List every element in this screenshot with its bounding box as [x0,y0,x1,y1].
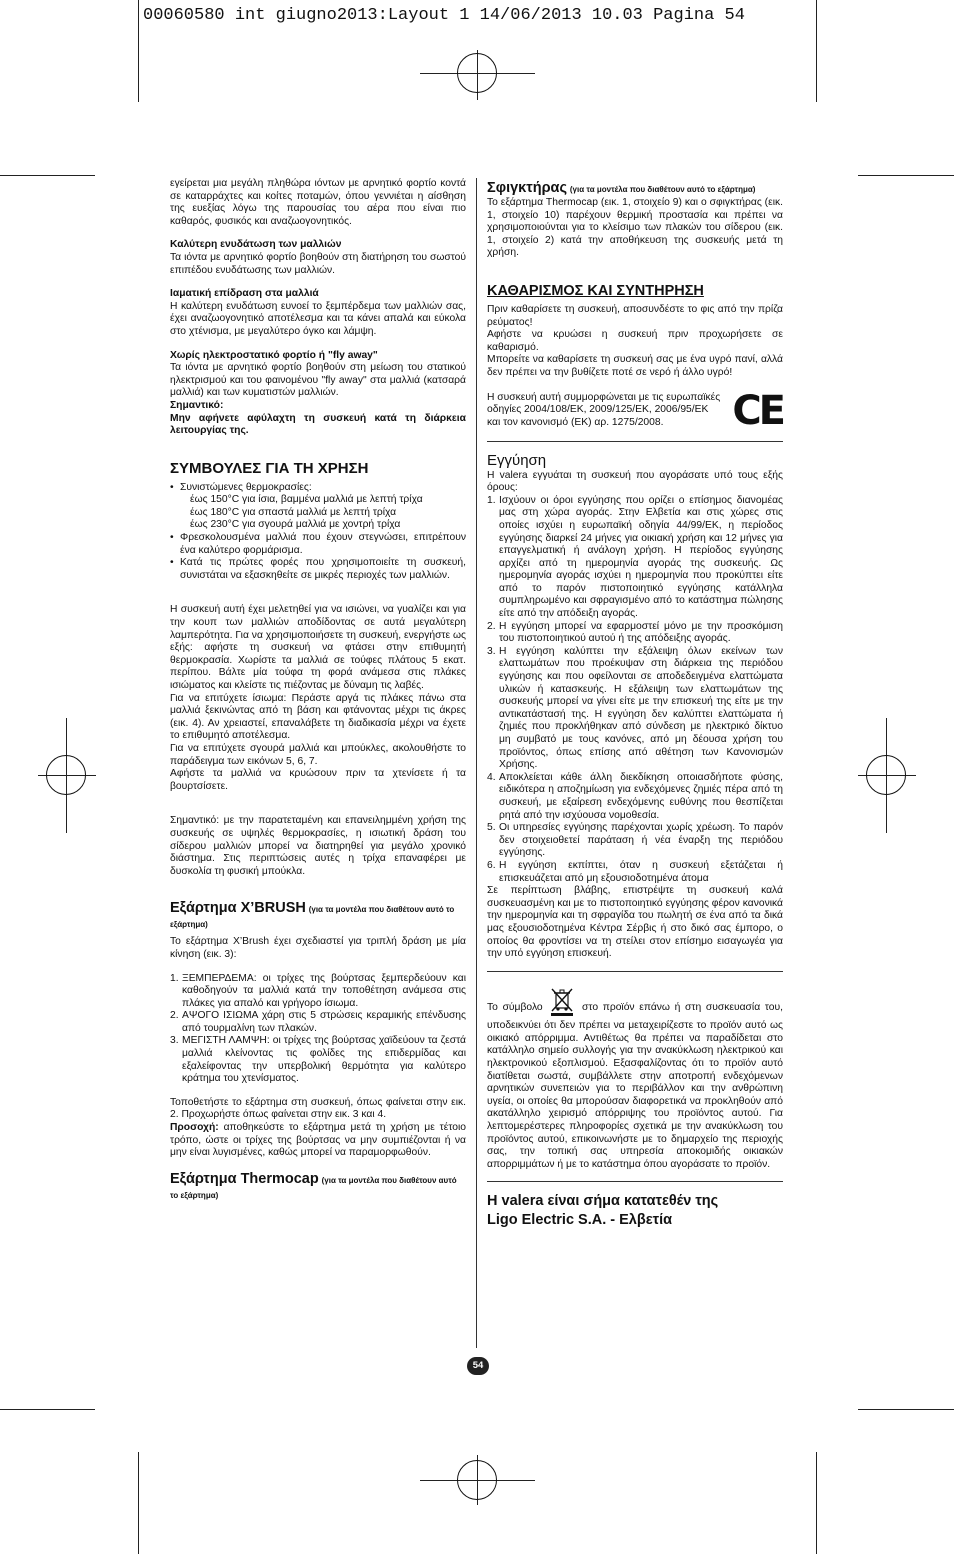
print-header: 00060580 int giugno2013:Layout 1 14/06/2013 10.03 Pagina 54 [143,6,745,25]
paragraph: Αφήστε να κρυώσει η συσκευή πριν προχωρήσετε σε καθαρισμό. [487,329,783,353]
paragraph: Το εξάρτημα X’Brush έχει σχεδιαστεί για τριπλή δράση με μία κίνηση (εικ. 3): [170,936,466,960]
paragraph: Σε περίπτωση βλάβης, επιστρέψτε τη συσκευή καλά συσκευασμένη και με το πιστοποιητικό εγγύησης φέρον κανονικά την ημερομηνία και τη σφραγίδα του πωλητή σε ένα από τα δικά μας εξουσιοδοτημένα Κέντρα Σέρβις ή στο δικό σας έμπορο, ο οποίος θα φροντίσει να τη στείλει στον επίσημο εισαγωγέα για την υπό εγγύηση επισκευή. [487,885,783,960]
clamp-heading [487,180,783,197]
paragraph: Η συσκευή αυτή έχει μελετηθεί για να ισιώνει, να γυαλίζει και για την κουπ των μαλλιών αποδίδοντας σε αυτά μεγαλύτερη λαμπερότητα. Για να χρησιμοποιήσετε τη συσκευή, ενεργήστε ως εξής: αφήστε τη συσκευή να φτάσει στην επιθυμητή θερμοκρασία. Χωρίστε τα μαλλιά σε τούφες πλάτους 5 εκατ. περίπου. Βάλτε μία τούφα τη φορά ανάμεσα στις πλάκες ισιώματος και κλείστε τις πιέζοντας με δύναμη τις λαβές. [170,604,466,691]
column-divider [476,178,477,1348]
clamp-title: Σφιγκτήρας [487,180,568,196]
ce-text: Η συσκευή αυτή συμμορφώνεται με τις ευρωπαϊκές οδηγίες 2004/108/ΕΚ, 2009/125/ΕΚ, 2006/95/ΕΚ και τον κανονισμό (ΕΚ) αρ. 1275/2008. [487,391,721,428]
crop-mark [816,0,817,102]
weee-prefix: Το σύμβολο [487,1001,543,1013]
paragraph: Πριν καθαρίσετε τη συσκευή, αποσυνδέστε το φις από την πρίζα ρεύματος! [487,303,783,328]
trademark-line-2: Ligo Electric S.A. - Ελβετία [487,1212,673,1229]
tips-list [170,482,466,583]
list-item-text: Αποκλείεται κάθε άλλη διεκδίκηση οποιασδήποτε φύσης, ειδικότερα η αποζημίωση για ενδεχόμενες ζημιές πέρα από τη συσκευή, με εξαίρεση ενδεχόμενης ευθύνης που θεσπίζεται ρητά από την ισχύουσα νομοθεσία. [499,771,783,821]
list-item: • Φρεσκολουσμένα μαλλιά που έχουν στεγνώσει, επιτρέπουν ένα καλύτερο φορμάρισμα. [170,532,466,557]
ce-mark-icon: CE [732,387,783,434]
section-heading: Χωρίς ηλεκτροστατικό φορτίο ή "fly away" [170,349,378,361]
list-item-text: ΞΕΜΠΕΡΔΕΜΑ: οι τρίχες της βούρτσας ξεμπερδεύουν και καθοδηγούν τα μαλλιά κατά την τοποθέτηση ανάμεσα στις πλάκες για απαλό και γρήγορο ίσιωμα. [182,972,466,1009]
crop-mark [0,1409,95,1410]
list-item: 5. Οι υπηρεσίες εγγύησης παρέχονται χωρίς χρέωση. Το παρόν δεν στοιχειοθετεί παράταση ή νέα έναρξη της περιόδου εγγύησης. [487,822,783,859]
warranty-list [487,495,783,885]
brush-title: Εξάρτημα X’BRUSH [170,900,306,917]
thermocap-note: (για τα μοντέλα που διαθέτουν αυτό το εξάρτημα) [170,1175,457,1200]
divider [487,971,783,972]
list-item: 1. Ισχύουν οι όροι εγγύησης που ορίζει ο επίσημος διανομέας μας στη χώρα αγοράς. Στην Ελβετία και στις χώρες στις οποίες ισχύει η ευρωπαϊκή οδηγία 44/99/ΕΚ, η περίοδος εγγύησης διαρκεί 24 μήνες για οικιακή χρήση και 12 μήνες για επαγγελματική ή ανάλογη χρήση. Η περίοδος εγγύησης αρχίζει από τη ημερομηνία αγοράς της συσκευής. Ως ημερομηνία αγοράς ισχύει η ημερομηνία που προκύπτει είτε από το παρόν πιστοποιητικό εγγύησης κατάλληλα συμπληρωμένο και σφραγισμένο από το κατάστημα πώλησης είτε από την απόδειξη αγοράς. [487,494,783,620]
paragraph: Τα ιόντα με αρνητικό φορτίο βοηθούν στη διατήρηση του σωστού επιπέδου ενυδάτωσης των μαλλιών. [170,251,466,276]
list-item: 2. Η εγγύηση μπορεί να εφαρμοστεί μόνο με την προσκόμιση του πιστοποιητικού αυτού ή της απόδειξης αγοράς. [487,620,783,645]
section-heading: Ιαματική επίδραση στα μαλλιά [170,288,319,300]
tips-heading: ΣΥΜΒΟΥΛΕΣ ΓΙΑ ΤΗ ΧΡΗΣΗ [170,459,369,477]
warranty-heading: Εγγύηση [487,451,547,469]
trademark-line-1: Η valera είναι σήμα κατατεθέν της [487,1193,719,1210]
temperature-line: έως 150°C για ίσια, βαμμένα μαλλιά με λεπτή τρίχα [190,494,423,506]
section-heading: Καλύτερη ενυδάτωση των μαλλιών [170,239,342,251]
crop-mark [858,1409,954,1410]
brush-note: (για τα μοντέλα που διαθέτουν αυτό το εξάρτημα) [170,905,455,930]
crop-mark [816,1452,817,1554]
list-item: 4. Αποκλείεται κάθε άλλη διεκδίκηση οποιασδήποτε φύσης, ειδικότερα η αποζημίωση για ενδεχόμενες ζημιές πέρα από τη συσκευή, με εξαίρεση ενδεχόμενης ευθύνης που θεσπίζεται ρητά από την ισχύουσα νομοθεσία. [487,771,783,821]
right-column [487,180,783,1230]
list-item: 3. Η εγγύηση καλύπτει την εξάλειψη όλων εκείνων των ελαττωμάτων που προέκυψαν στη διάρκεια της περιόδου εγγύησης και που οφείλονται σε αποδεδειγμένα ελαττώματα υλικών ή κατασκευής. Η εξάλειψη των ελαττωμάτων της συσκευής μπορεί να γίνει είτε με την επισκευή της είτε με την αντικατάστασή της. Η εγγύηση δεν καλύπτει ελαττώματα ή ζημιές που προκλήθηκαν από σύνδεση με ηλεκτρικό δίκτυο μη συμβατό με τους κανόνες, από μη δέουσα χρήση του προϊόντος, όπως επίσης από αθέτηση των Κανονισμών Χρήσης. [487,645,783,771]
paragraph: Αφήστε τα μαλλιά να κρυώσουν πριν τα χτενίσετε ή τα βουρτσίσετε. [170,768,466,792]
list-item: • Κατά τις πρώτες φορές που χρησιμοποιείτε τη συσκευή, συνιστάται να εξασκηθείτε σε μικρές περιοχές των μαλλιών. [170,557,466,582]
paragraph: Τοποθετήστε το εξάρτημα στη συσκευή, όπως φαίνεται στην εικ. 2. Προχωρήστε όπως φαίνεται στην εικ. 3 και 4. [170,1096,466,1121]
paragraph: Σημαντικό: με την παρατεταμένη και επανειλημμένη χρήση της συσκευής σε υψηλές θερμοκρασίες, η ισιωτική δράση του σίδερου μαλλιών μπορεί να διατηρηθεί για μεγάλο χρονικό διάστημα. Στις περιπτώσεις αυτές η τρίχα επαναφέρει με δυσκολία τη φυσική μπούκλα. [170,815,466,877]
thermocap-title: Εξάρτημα Thermocap [170,1170,319,1187]
temperature-line: έως 180°C για σπαστά μαλλιά με λεπτή τρίχα [190,506,397,518]
clamp-note: (για τα μοντέλα που διαθέτουν αυτό το εξάρτημα) [569,185,756,194]
intro-paragraph: εγείρεται μια μεγάλη πληθώρα ιόντων με αρνητικό φορτίο κοντά σε καταρράχτες και κοίτες ποταμών, όπου γεννιέται η αίσθηση της ευεξίας λόγω της παρουσίας του αέρα που είναι πιο καθαρός, φυσικός και αναζωογονητικός. [170,178,466,227]
list-item-text: Συνιστώμενες θερμοκρασίες: [180,481,312,493]
divider [487,1181,783,1182]
weee-paragraph [487,986,783,1172]
list-item-text: Η εγγύηση καλύπτει την εξάλειψη όλων εκείνων των ελαττωμάτων που προέκυψαν στη διάρκεια της περιόδου εγγύησης και που οφείλονται σε αποδεδειγμένα ελαττώματα υλικών ή κατασκευής. Η εξάλειψη των ελαττωμάτων της συσκευής μπορεί να γίνει είτε με την επισκευή της είτε με την αντικατάστασή της. Η εγγύηση δεν καλύπτει ελαττώματα ή ζημιές που προκλήθηκαν από σύνδεση με ηλεκτρικό δίκτυο μη συμβατό με τους κανόνες, από μη δέουσα χρήση του προϊόντος, όπως επίσης από αθέτηση των Κανονισμών Χρήσης. [499,645,783,771]
list-item: 2. ΑΨΟΓΟ ΙΣΙΩΜΑ χάρη στις 5 στρώσεις κεραμικής επένδυσης από τουρμαλίνη των πλακών. [170,1010,466,1034]
crop-mark [0,175,95,176]
brush-heading [170,900,466,932]
left-column [170,178,466,1203]
list-item-text: Ισχύουν οι όροι εγγύησης που ορίζει ο επίσημος διανομέας μας στη χώρα αγοράς. Στην Ελβετία και στις χώρες στις οποίες ισχύει η ευρωπαϊκή οδηγία 44/99/ΕΚ, η περίοδος εγγύησης διαρκεί 24 μήνες για οικιακή χρήση και 12 μήνες για επαγγελματική ή ανάλογη χρήση. Η περίοδος εγγύησης αρχίζει από τη ημερομηνία αγοράς της συσκευής. Ως ημερομηνία αγοράς ισχύει η ημερομηνία που προκύπτει είτε από το παρόν πιστοποιητικό εγγύησης κατάλληλα συμπληρωμένο και σφραγισμένο από το κατάστημα πώλησης είτε από την απόδειξη αγοράς. [499,494,783,620]
page-number-badge: 54 [467,1357,489,1375]
paragraph: Η καλύτερη ενυδάτωση ευνοεί το ξεμπέρδεμα των μαλλιών σας, έχει αναζωογονητικό αποτέλεσμα και τα κάνει απαλά και εύκολα στο χτένισμα, με μεγαλύτερο όγκο και λάμψη. [170,300,466,337]
divider [487,441,783,442]
list-item-text: ΜΕΓΙΣΤΗ ΛΑΜΨΗ: οι τρίχες της βούρτσας χαϊδεύουν τα ζεστά μαλλιά κλείνοντας τις φολίδες της επιδερμίδας και εξαλείφοντας την υπερβολική θερμότητα για καλύτερο κράτημα του χτενίσματος. [182,1035,466,1085]
crop-mark [138,0,139,102]
list-item: 3. ΜΕΓΙΣΤΗ ΛΑΜΨΗ: οι τρίχες της βούρτσας χαϊδεύουν τα ζεστά μαλλιά κλείνοντας τις φολίδες της επιδερμίδας και εξαλείφοντας την υπερβολική θερμότητα για καλύτερο κράτημα του χτενίσματος. [170,1035,466,1085]
cleaning-heading: ΚΑΘΑΡΙΣΜΟΣ ΚΑΙ ΣΥΝΤΗΡΗΣΗ [487,282,704,299]
crop-mark [858,175,954,176]
thermocap-heading [170,1171,466,1203]
paragraph: Τα ιόντα με αρνητικό φορτίο βοηθούν στη μείωση του στατικού ηλεκτρισμού και του φαινομένου "fly away" στα μαλλιά (κατσαρά μαλλιά) και των κυματιστών μαλλιών. [170,362,466,399]
paragraph: Για να επιτύχετε ίσιωμα: Περάστε αργά τις πλάκες πάνω στα μαλλιά ξεκινώντας από τη βάση και φτάνοντας μέχρι τις άκρες (εικ. 4). Αν χρειαστεί, επαναλάβετε τη διαδικασία μέχρι να έχετε το επιθυμητό αποτέλεσμα. [170,692,466,742]
list-item-text: Οι υπηρεσίες εγγύησης παρέχονται χωρίς χρέωση. Το παρόν δεν στοιχειοθετεί παράταση ή νέα έναρξη της περιόδου εγγύησης. [499,822,783,859]
important-text: Μην αφήνετε αφύλαχτη τη συσκευή κατά τη διάρκεια λειτουργίας της. [170,412,466,437]
caution-label: Προσοχή: [170,1122,219,1134]
ce-compliance [487,387,783,434]
crossed-bin-icon [549,986,575,1021]
paragraph: Μπορείτε να καθαρίσετε τη συσκευή σας με ένα υγρό πανί, αλλά δεν πρέπει να την βυθίζετε ποτέ σε νερό ή άλλο υγρό! [487,354,783,378]
crop-mark [138,1452,139,1554]
paragraph: Το εξάρτημα Thermocap (εικ. 1, στοιχείο 9) και ο σφιγκτήρας (εικ. 1, στοιχείο 10) παρέχουν θερμική προστασία και πρέπει να χρησιμοποιούνται για το κλείσιμο των πλακών του σίδερου (εικ. 1, στοιχείο 2) κατά την αποθήκευση της συσκευής μετά τη χρήση. [487,197,783,259]
important-label: Σημαντικό: [170,399,224,411]
list-item-text: Η εγγύηση μπορεί να εφαρμοστεί μόνο με την προσκόμιση του πιστοποιητικού αυτού ή της απόδειξης αγοράς. [499,620,783,645]
list-item-text: Η εγγύηση εκπίπτει, όταν η συσκευή εξετάζεται ή επισκευάζεται από μη εξουσιοδοτημένα άτομα [499,859,783,884]
list-item [170,482,466,532]
list-item-text: ΑΨΟΓΟ ΙΣΙΩΜΑ χάρη στις 5 στρώσεις κεραμικής επένδυσης από τουρμαλίνη των πλακών. [182,1010,466,1034]
paragraph: Για να επιτύχετε σγουρά μαλλιά και μπούκλες, ακολουθήστε το παράδειγμα των εικόνων 5, 6, 7. [170,742,466,767]
caution-text: αποθηκεύστε το εξάρτημα μετά τη χρήση με τέτοιο τρόπο, ώστε οι τρίχες της βούρτσας να μην συμπιέζονται ή να μην είναι λυγισμένες, καθώς μπορεί να παραμορφωθούν. [170,1122,466,1159]
paragraph: Η valera εγγυάται τη συσκευή που αγοράσατε υπό τους εξής όρους: [487,469,783,494]
caution-paragraph [170,1122,466,1160]
temperature-line: έως 230°C για σγουρά μαλλιά με χοντρή τρίχα [190,519,401,531]
list-item: 1. ΞΕΜΠΕΡΔΕΜΑ: οι τρίχες της βούρτσας ξεμπερδεύουν και καθοδηγούν τα μαλλιά κατά την τοποθέτηση ανάμεσα στις πλάκες για απαλό και γρήγορο ίσιωμα. [170,972,466,1009]
brush-list [170,973,466,1086]
list-item: 6. Η εγγύηση εκπίπτει, όταν η συσκευή εξετάζεται ή επισκευάζεται από μη εξουσιοδοτημένα άτομα [487,859,783,884]
weee-text: στο προϊόν επάνω ή στη συσκευασία του, υποδεικνύει ότι δεν πρέπει να μεταχειρίζεστε το προϊόν αυτό ως οικιακό απόρριμμα. Αντιθέτως θα πρέπει να παραδίδεται στο κατάλληλο σημείο συλλογής για την ανακύκλωση ηλεκτρικού και ηλεκτρονικού εξοπλισμού. Εξασφαλίζοντας ότι το προϊόν αυτό διατίθεται σωστά, συμβάλλετε στην αποτροπή ενδεχόμενων αρνητικών συνεπειών για το περιβάλλον και την ανθρώπινη υγεία, οι οποίες θα μπορούσαν διαφορετικά να προκληθούν από ακατάλληλο χειρισμό απόρριψης του προϊόντος αυτού. Για λεπτομερέστερες πληροφορίες σχετικά με την ανακύκλωση του προϊόντος αυτού, επικοινωνήστε με το δημαρχείο της περιοχής σας, την τοπική σας υπηρεσία αποκομιδής οικιακών απορριμμάτων ή με το κατάστημα όπου αγοράσατε το προϊόν. [487,1001,783,1170]
